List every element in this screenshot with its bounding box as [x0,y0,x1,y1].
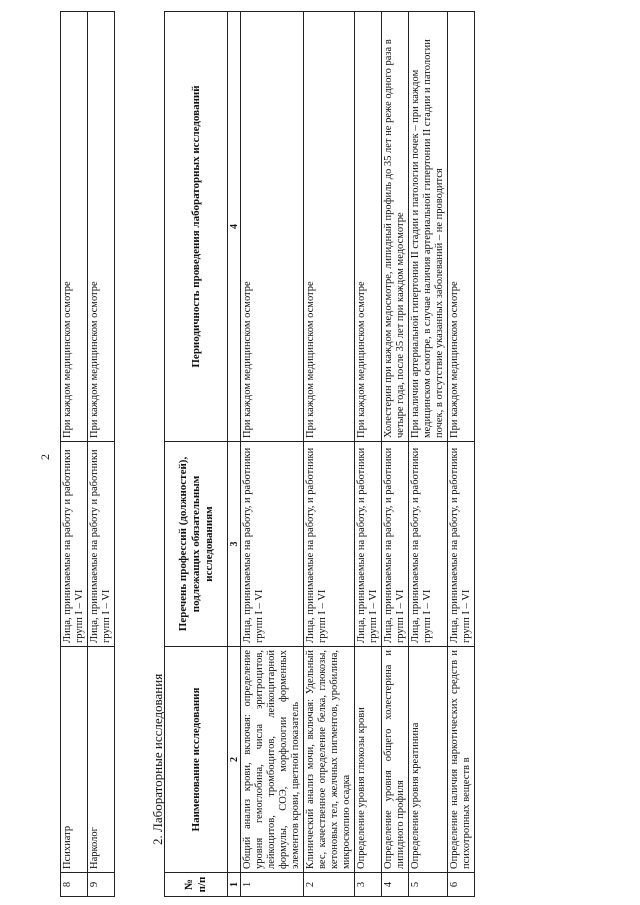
column-number-row [228,12,241,897]
examination-table-continued [60,11,115,897]
column-number: 1 [228,873,241,897]
persons-cell: Лица, принимаемые на работу, и работники групп I – VI [448,442,475,647]
table-row [355,12,382,897]
header-periodicity: Периодичность проведения лабораторных исследований [165,12,228,442]
persons-cell: Лица, принимаемые на работу, и работники групп I – VI [382,442,409,647]
row-number: 3 [355,873,382,897]
row-number: 9 [88,873,115,897]
test-name: Определение уровня креатинина [409,647,448,873]
periodicity-cell: При наличии артериальной гипертонии II стадии и патологии почек – при каждом медицинском осмотре, в случае наличия артериальной гипертонии II стадии и патологии почек, в отсутствие указанных заболеваний – не проводится [409,12,448,442]
test-name: Определение уровня общего холестерина и липидного профиля [382,647,409,873]
table-header-row [165,12,228,897]
header-persons: Перечень профессий (должностей), подлежащих обязательным исследованиям [165,442,228,647]
periodicity-cell: При каждом медицинском осмотре [304,12,355,442]
persons-cell: Лица, принимаемые на работу, и работники групп I – VI [241,442,304,647]
persons-cell: Лица, принимаемые на работу, и работники групп I – VI [355,442,382,647]
column-number: 4 [228,12,241,442]
periodicity-cell: При каждом медицинском осмотре [355,12,382,442]
test-name: Определение уровня глюкозы крови [355,647,382,873]
column-number: 3 [228,442,241,647]
persons-cell: Лица, принимаемые на работу и работники групп I – VI [61,442,88,647]
periodicity-cell: При каждом медицинском осмотре [61,12,88,442]
periodicity-cell: При каждом медицинском осмотре [241,12,304,442]
row-number: 2 [304,873,355,897]
row-number: 1 [241,873,304,897]
row-number: 4 [382,873,409,897]
section-title: 2. Лабораторные исследования [150,673,165,845]
test-name: Клинический анализ мочи, включая: Удельный вес, качественное определение белка, глюкозы, кетоновых тел, желчных пигментов, уробилина, микроскопию осадка [304,647,355,873]
table-row [304,12,355,897]
row-number: 5 [409,873,448,897]
specialist-name: Нарколог [88,647,115,873]
laboratory-tests-table [164,11,475,897]
header-name: Наименование исследования [165,647,228,873]
table-row [61,12,88,897]
header-num: № п/п [165,873,228,897]
table-row [382,12,409,897]
row-number: 8 [61,873,88,897]
test-name: Определение наличия наркотических средств и психотропных веществ в [448,647,475,873]
table-row [409,12,448,897]
table-row [448,12,475,897]
table-row [88,12,115,897]
test-name: Общий анализ крови, включая: определение уровня гемоглобина, числа эритроцитов, лейкоцитов, тромбоцитов, лейкоцитарной формулы, СОЭ, морфологии форменных элементов крови, цветной показатель [241,647,304,873]
persons-cell: Лица, принимаемые на работу и работники групп I – VI [88,442,115,647]
persons-cell: Лица, принимаемые на работу, и работники групп I – VI [304,442,355,647]
column-number: 2 [228,647,241,873]
specialist-name: Психиатр [61,647,88,873]
persons-cell: Лица, принимаемые на работу, и работники групп I – VI [409,442,448,647]
periodicity-cell: Холестерин при каждом медосмотре, липидный профиль до 35 лет не реже одного раза в четыре года, после 35 лет при каждом медосмотре [382,12,409,442]
row-number: 6 [448,873,475,897]
periodicity-cell: При каждом медицинском осмотре [88,12,115,442]
periodicity-cell: При каждом медицинском осмотре [448,12,475,442]
table-row [241,12,304,897]
page-number: 2 [38,454,52,460]
